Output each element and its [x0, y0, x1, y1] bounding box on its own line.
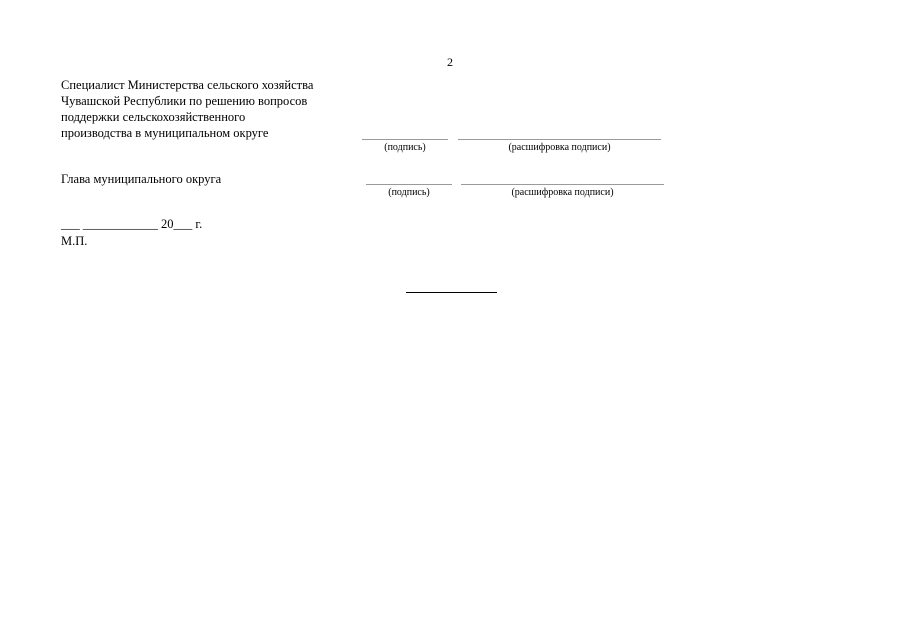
specialist-title-line: производства в муниципальном округе — [61, 126, 269, 140]
specialist-title-line: поддержки сельскохозяйственного — [61, 110, 246, 124]
specialist-decoding-caption: (расшифровка подписи) — [508, 142, 611, 153]
head-decoding-line — [461, 184, 664, 185]
head-signature-caption: (подпись) — [388, 187, 430, 198]
end-divider — [406, 292, 497, 293]
stamp-label: М.П. — [61, 234, 88, 248]
head-signature-line — [366, 184, 452, 185]
specialist-signature-caption: (подпись) — [384, 142, 426, 153]
head-title: Глава муниципального округа — [61, 172, 222, 186]
specialist-signature-line — [362, 139, 448, 140]
specialist-decoding-line — [458, 139, 661, 140]
date-line: ___ ____________ 20___ г. — [61, 217, 203, 231]
specialist-title — [61, 77, 361, 141]
head-decoding-caption: (расшифровка подписи) — [511, 187, 614, 198]
specialist-title-line: Чувашской Республики по решению вопросов — [61, 94, 308, 108]
page-number: 2 — [447, 55, 453, 69]
specialist-title-line: Специалист Министерства сельского хозяйства — [61, 78, 314, 92]
